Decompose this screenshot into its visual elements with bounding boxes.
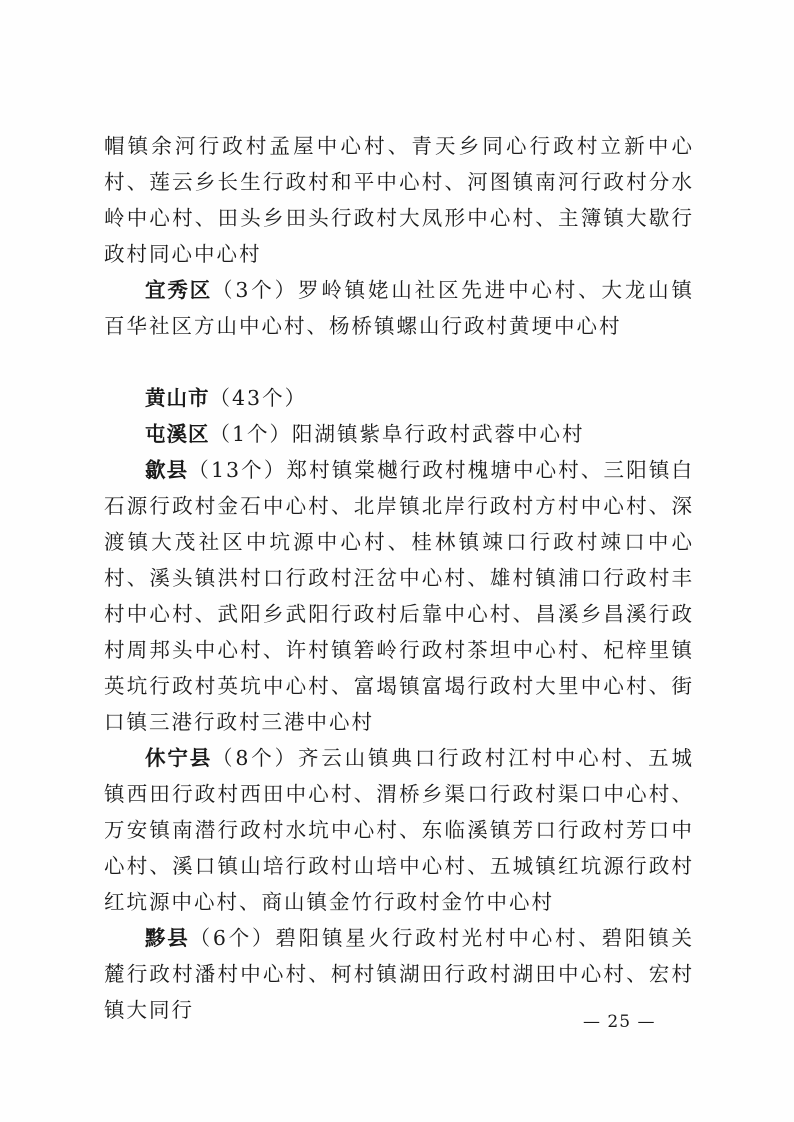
shexian-text: 郑村镇棠樾行政村槐塘中心村、三阳镇白石源行政村金石中心村、北岸镇北岸行政村方村中心村、深渡镇大茂社区中坑源中心村、桂林镇竦口行政村竦口中心村、溪头镇洪村口行政村汪岔中心村、雄村镇浦口行政村丰村中心村、武阳乡武阳行政村后靠中心村、昌溪乡昌溪行政村周邦头中心村、许村镇箬岭行政村茶坦中心村、杞梓里镇英坑行政村英坑中心村、富堨镇富堨行政村大里中心村、街口镇三港行政村三港中心村 xyxy=(104,458,695,734)
yixian-count: （6个） xyxy=(189,926,276,950)
shexian-count: （13个） xyxy=(188,458,287,482)
tunxi-text: 阳湖镇紫阜行政村武蓉中心村 xyxy=(292,422,585,446)
yixiu-paragraph xyxy=(104,272,694,344)
yixian-text: 碧阳镇星火行政村光村中心村、碧阳镇关麓行政村潘村中心村、柯村镇湖田行政村湖田中心村、宏村镇大同行 xyxy=(104,926,695,1022)
section-spacer xyxy=(104,344,694,380)
page-number: — 25 — xyxy=(583,1012,656,1032)
xiuning-count: （8个） xyxy=(212,746,298,770)
huangshan-heading-paragraph xyxy=(104,380,694,416)
xiuning-heading: 休宁县 xyxy=(145,746,213,770)
huangshan-heading: 黄山市 xyxy=(145,386,210,410)
shexian-heading: 歙县 xyxy=(145,458,189,482)
tunxi-paragraph xyxy=(104,416,694,452)
huangshan-count: （43个） xyxy=(209,386,308,410)
continuation-paragraph xyxy=(104,128,694,272)
continuation-text: 帽镇余河行政村孟屋中心村、青天乡同心行政村立新中心村、莲云乡长生行政村和平中心村、河图镇南河行政村分水岭中心村、田头乡田头行政村大凤形中心村、主簿镇大歇行政村同心中心村 xyxy=(104,134,694,266)
shexian-paragraph xyxy=(104,452,694,740)
xiuning-paragraph xyxy=(104,740,694,920)
yixiu-count: （3个） xyxy=(212,278,298,302)
yixian-heading: 黟县 xyxy=(145,926,190,950)
xiuning-text: 齐云山镇典口行政村江村中心村、五城镇西田行政村西田中心村、渭桥乡渠口行政村渠口中心村、万安镇南潜行政村水坑中心村、东临溪镇芳口行政村芳口中心村、溪口镇山培行政村山培中心村、五城镇红坑源行政村红坑源中心村、商山镇金竹行政村金竹中心村 xyxy=(104,746,695,914)
tunxi-heading: 屯溪区 xyxy=(145,422,210,446)
tunxi-count: （1个） xyxy=(209,422,293,446)
yixiu-text: 罗岭镇姥山社区先进中心村、大龙山镇百华社区方山中心村、杨桥镇螺山行政村黄埂中心村 xyxy=(104,278,695,338)
document-body xyxy=(104,128,694,1028)
yixiu-heading: 宜秀区 xyxy=(145,278,213,302)
